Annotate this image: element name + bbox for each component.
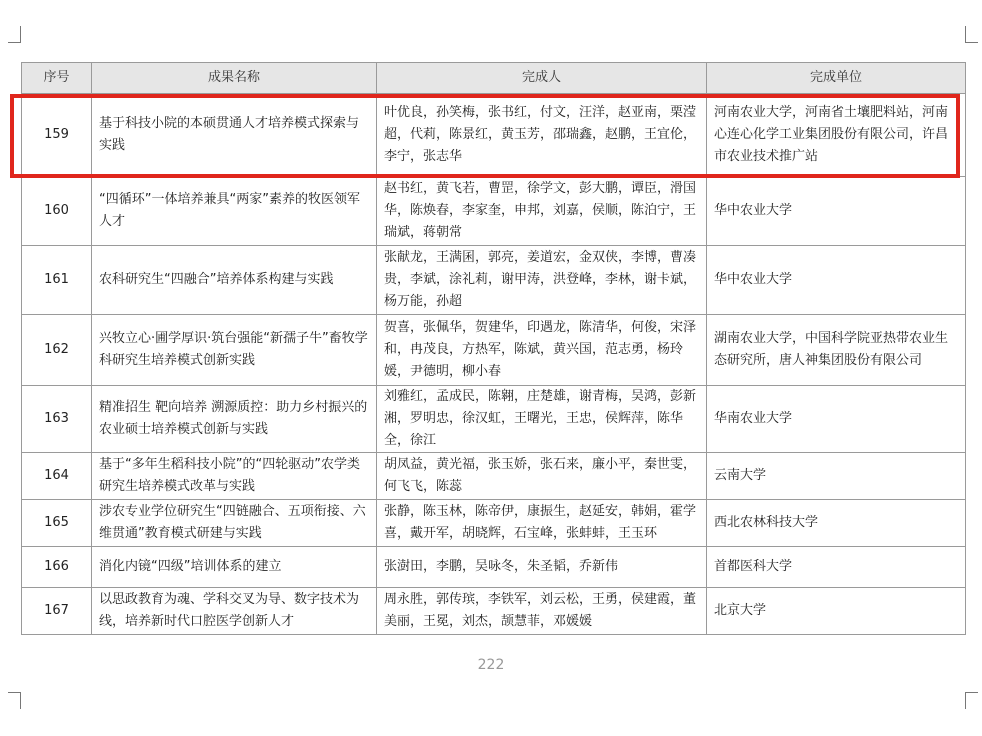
header-achievement-name: 成果名称 bbox=[92, 63, 377, 94]
crop-mark-bottom-left bbox=[8, 692, 21, 709]
achievement-name: 兴牧立心·圃学厚识·筑台强能“新孺子牛”畜牧学科研究生培养模式创新实践 bbox=[92, 315, 377, 386]
contributors: 贺喜，张佩华，贺建华，印遇龙，陈清华，何俊，宋泽和，冉茂良，方热军，陈斌，黄兴国，范志勇，杨玲媛，尹德明，柳小春 bbox=[377, 315, 707, 386]
contributors: 叶优良，孙笑梅，张书红，付文，汪洋，赵亚南，栗滢超，代莉，陈景红，黄玉芳，邵瑞鑫，赵鹏，王宜伦，李宁，张志华 bbox=[377, 94, 707, 177]
row-number: 167 bbox=[22, 588, 92, 635]
achievement-name: 涉农专业学位研究生“四链融合、五项衔接、六维贯通”教育模式研建与实践 bbox=[92, 500, 377, 547]
contributors: 张澍田，李鹏，吴咏冬，朱圣韬，乔新伟 bbox=[377, 547, 707, 588]
row-number: 160 bbox=[22, 177, 92, 246]
institution: 云南大学 bbox=[707, 453, 966, 500]
institution: 西北农林科技大学 bbox=[707, 500, 966, 547]
header-institution: 完成单位 bbox=[707, 63, 966, 94]
table-row bbox=[22, 177, 966, 246]
table-row bbox=[22, 588, 966, 635]
achievement-name: 消化内镜“四级”培训体系的建立 bbox=[92, 547, 377, 588]
achievement-name: 基于科技小院的本硕贯通人才培养模式探索与实践 bbox=[92, 94, 377, 177]
institution: 华中农业大学 bbox=[707, 177, 966, 246]
institution: 北京大学 bbox=[707, 588, 966, 635]
crop-mark-top-right bbox=[965, 26, 978, 43]
row-number: 164 bbox=[22, 453, 92, 500]
table-row bbox=[22, 386, 966, 453]
table-row bbox=[22, 500, 966, 547]
table-row bbox=[22, 94, 966, 177]
achievement-name: 农科研究生“四融合”培养体系构建与实践 bbox=[92, 246, 377, 315]
header-serial-number: 序号 bbox=[22, 63, 92, 94]
contributors: 胡凤益，黄光福，张玉娇，张石来，廉小平，秦世雯，何飞飞，陈蕊 bbox=[377, 453, 707, 500]
institution: 首都医科大学 bbox=[707, 547, 966, 588]
contributors: 刘雅红，孟成民，陈翱，庄楚雄，谢青梅，吴鸿，彭新湘，罗明忠，徐汉虹，王曙光，王忠，侯辉萍，陈华全，徐江 bbox=[377, 386, 707, 453]
achievement-name: 基于“多年生稻科技小院”的“四轮驱动”农学类研究生培养模式改革与实践 bbox=[92, 453, 377, 500]
institution: 湖南农业大学，中国科学院亚热带农业生态研究所，唐人神集团股份有限公司 bbox=[707, 315, 966, 386]
contributors: 赵书红，黄飞若，曹罡，徐学文，彭大鹏，谭臣，滑国华，陈焕春，李家奎，申邦，刘嘉，侯顺，陈泊宁，王瑞斌，蒋朝常 bbox=[377, 177, 707, 246]
row-number: 159 bbox=[22, 94, 92, 177]
achievement-name: 以思政教育为魂、学科交叉为导、数字技术为线，培养新时代口腔医学创新人才 bbox=[92, 588, 377, 635]
row-number: 163 bbox=[22, 386, 92, 453]
contributors: 张献龙，王满囷，郭亮，姜道宏，金双侠，李博，曹凑贵，李斌，涂礼莉，谢甲涛，洪登峰，李林，谢卡斌，杨万能，孙超 bbox=[377, 246, 707, 315]
page-number: 222 bbox=[477, 657, 505, 673]
results-table bbox=[21, 62, 966, 635]
header-contributors: 完成人 bbox=[377, 63, 707, 94]
table-row bbox=[22, 547, 966, 588]
institution: 河南农业大学，河南省土壤肥料站，河南心连心化学工业集团股份有限公司，许昌市农业技术推广站 bbox=[707, 94, 966, 177]
row-number: 161 bbox=[22, 246, 92, 315]
achievement-name: “四循环”一体培养兼具“两家”素养的牧医领军人才 bbox=[92, 177, 377, 246]
table-header-row bbox=[22, 63, 966, 94]
achievement-name: 精准招生 靶向培养 溯源质控：助力乡村振兴的农业硕士培养模式创新与实践 bbox=[92, 386, 377, 453]
crop-mark-top-left bbox=[8, 26, 21, 43]
contributors: 张静，陈玉林，陈帝伊，康振生，赵延安，韩娟，霍学喜，戴开军，胡晓辉，石宝峰，张蚌蚌，王玉环 bbox=[377, 500, 707, 547]
contributors: 周永胜，郭传瑸，李铁军，刘云松，王勇，侯建霞，董美丽，王冕，刘杰，颉慧菲，邓媛媛 bbox=[377, 588, 707, 635]
table-row bbox=[22, 315, 966, 386]
row-number: 162 bbox=[22, 315, 92, 386]
institution: 华南农业大学 bbox=[707, 386, 966, 453]
crop-mark-bottom-right bbox=[965, 692, 978, 709]
table-row bbox=[22, 246, 966, 315]
row-number: 165 bbox=[22, 500, 92, 547]
table-row bbox=[22, 453, 966, 500]
row-number: 166 bbox=[22, 547, 92, 588]
institution: 华中农业大学 bbox=[707, 246, 966, 315]
